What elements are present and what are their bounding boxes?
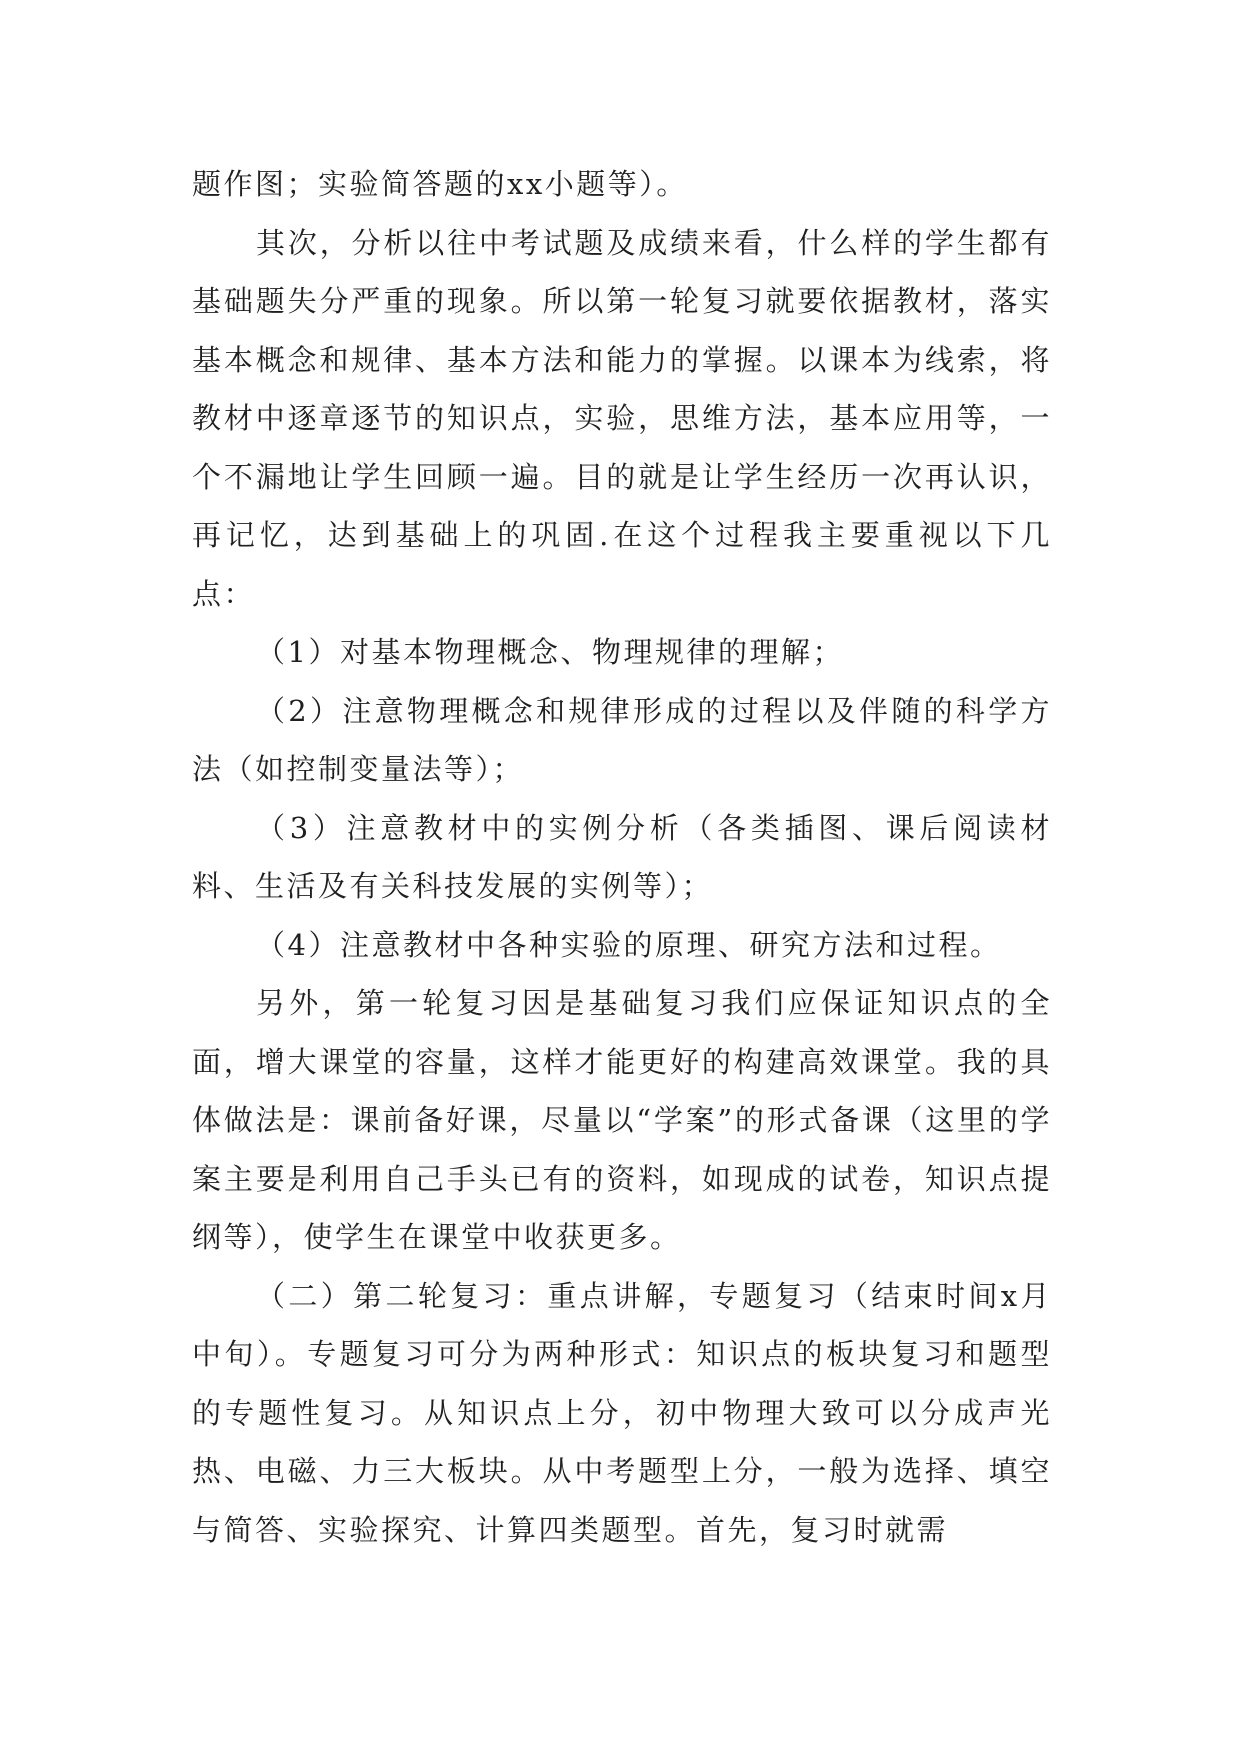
paragraph-second-round: （二）第二轮复习：重点讲解，专题复习（结束时间x月中旬）。专题复习可分为两种形式：知识点的板块复习和题型的专题性复习。从知识点上分，初中物理大致可以分成声光热、电磁、力三大板块。从中考题型上分，一般为选择、填空与简答、实验探究、计算四类题型。首先，复习时就需 xyxy=(192,1278,1052,1547)
document-body xyxy=(192,155,1052,1559)
paragraph-review-basis: 其次，分析以往中考试题及成绩来看，什么样的学生都有基础题失分严重的现象。所以第一轮复习就要依据教材，落实基本概念和规律、基本方法和能力的掌握。以课本为线索，将教材中逐章逐节的知识点，实验，思维方法，基本应用等，一个不漏地让学生回顾一遍。目的就是让学生经历一次再认识，再记忆，达到基础上的巩固.在这个过程我主要重视以下几点： xyxy=(192,225,1052,611)
paragraph-continuation: 题作图；实验简答题的xx小题等）。 xyxy=(192,167,688,201)
paragraph-method: 另外，第一轮复习因是基础复习我们应保证知识点的全面，增大课堂的容量，这样才能更好的构建高效课堂。我的具体做法是：课前备好课，尽量以“学案”的形式备课（这里的学案主要是利用自己手头已有的资料，如现成的试卷，知识点提纲等），使学生在课堂中收获更多。 xyxy=(192,986,1052,1254)
list-item-4: （4）注意教材中各种实验的原理、研究方法和过程。 xyxy=(256,927,1002,962)
list-item-1: （1）对基本物理概念、物理规律的理解； xyxy=(256,635,844,669)
list-item-3: （3）注意教材中的实例分析（各类插图、课后阅读材料、生活及有关科技发展的实例等）； xyxy=(192,810,1052,903)
list-item-2: （2）注意物理概念和规律形成的过程以及伴随的科学方法（如控制变量法等）； xyxy=(192,693,1052,786)
